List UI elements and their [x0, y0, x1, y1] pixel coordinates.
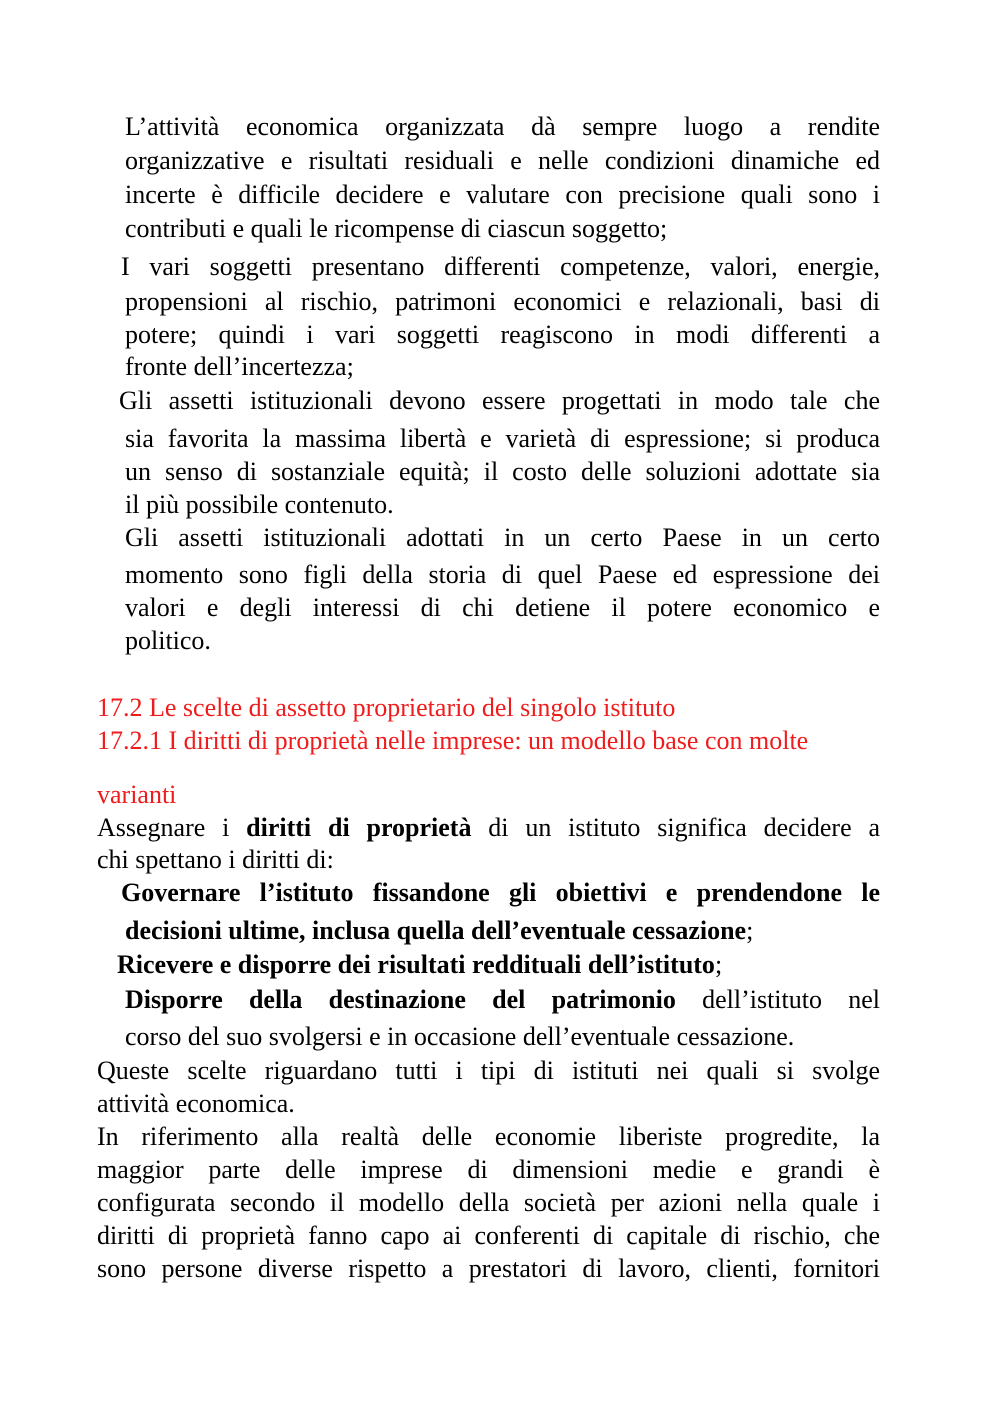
- paragraph-line: il più possibile contenuto.: [125, 490, 394, 519]
- paragraph-line: Gli assetti istituzionali devono essere progettati in modo tale che: [119, 386, 880, 415]
- paragraph-line: sia favorita la massima libertà e varietà di espressione; si produca: [125, 424, 880, 453]
- paragraph-line: propensioni al rischio, patrimoni economici e relazionali, basi di: [125, 287, 880, 316]
- paragraph-line: sono persone diverse rispetto a prestatori di lavoro, clienti, fornitori: [97, 1254, 880, 1283]
- paragraph-line: L’attività economica organizzata dà sempre luogo a rendite: [125, 112, 880, 141]
- assign-line-2: chi spettano i diritti di:: [97, 845, 334, 874]
- paragraph-line: maggior parte delle imprese di dimensioni medie e grandi è: [97, 1155, 880, 1184]
- paragraph-line: diritti di proprietà fanno capo ai conferenti di capitale di rischio, che: [97, 1221, 880, 1250]
- paragraph-line: momento sono figli della storia di quel Paese ed espressione dei: [125, 560, 880, 589]
- paragraph-line: potere; quindi i vari soggetti reagiscono in modi differenti a: [125, 320, 880, 349]
- paragraph-line: organizzative e risultati residuali e nelle condizioni dinamiche ed: [125, 146, 880, 175]
- right-item-2-bold: Ricevere e disporre dei risultati reddituali dell’istituto: [117, 950, 715, 979]
- right-item-1-continued: [125, 914, 880, 948]
- assign-pre: Assegnare i: [97, 813, 247, 842]
- paragraph-line: Queste scelte riguardano tutti i tipi di istituti nei quali si svolge: [97, 1056, 880, 1085]
- paragraph-line: attività economica.: [97, 1089, 295, 1118]
- right-item-2: [117, 948, 880, 982]
- assign-bold-term: diritti di proprietà: [246, 813, 472, 842]
- paragraph-line: fronte dell’incertezza;: [125, 352, 354, 381]
- subsection-heading: 17.2.1 I diritti di proprietà nelle imprese: un modello base con molte: [97, 726, 809, 755]
- paragraph-line: configurata secondo il modello della società per azioni nella quale i: [97, 1188, 880, 1217]
- paragraph-line: politico.: [125, 626, 211, 655]
- paragraph-line: contributi e quali le ricompense di ciascun soggetto;: [125, 214, 668, 243]
- paragraph-line: un senso di sostanziale equità; il costo delle soluzioni adottate sia: [125, 457, 880, 486]
- right-item-1: Governare l’istituto fissandone gli obiettivi e prendendone le: [121, 878, 880, 907]
- right-item-2-end: ;: [714, 950, 723, 979]
- right-item-3: [125, 983, 880, 1017]
- paragraph-line: valori e degli interessi di chi detiene il potere economico e: [125, 593, 880, 622]
- subsection-heading-continued: varianti: [97, 780, 177, 809]
- right-item-3-bold: Disporre della destinazione del patrimonio: [125, 985, 676, 1014]
- right-item-1-end: ;: [746, 916, 754, 945]
- paragraph-line: I vari soggetti presentano differenti competenze, valori, energie,: [121, 252, 880, 281]
- assign-line: [97, 811, 880, 845]
- right-item-3-rest: dell’istituto nel: [675, 985, 880, 1014]
- paragraph-line: incerte è difficile decidere e valutare con precisione quali sono i: [125, 180, 880, 209]
- right-item-1-bold: decisioni ultime, inclusa quella dell’eventuale cessazione: [125, 916, 747, 945]
- paragraph-line: Gli assetti istituzionali adottati in un certo Paese in un certo: [125, 523, 880, 552]
- section-heading: 17.2 Le scelte di assetto proprietario del singolo istituto: [97, 693, 676, 722]
- assign-post: di un istituto significa decidere a: [471, 813, 880, 842]
- paragraph-line: In riferimento alla realtà delle economie liberiste progredite, la: [97, 1122, 880, 1151]
- right-item-3-continued: corso del suo svolgersi e in occasione dell’eventuale cessazione.: [125, 1022, 795, 1051]
